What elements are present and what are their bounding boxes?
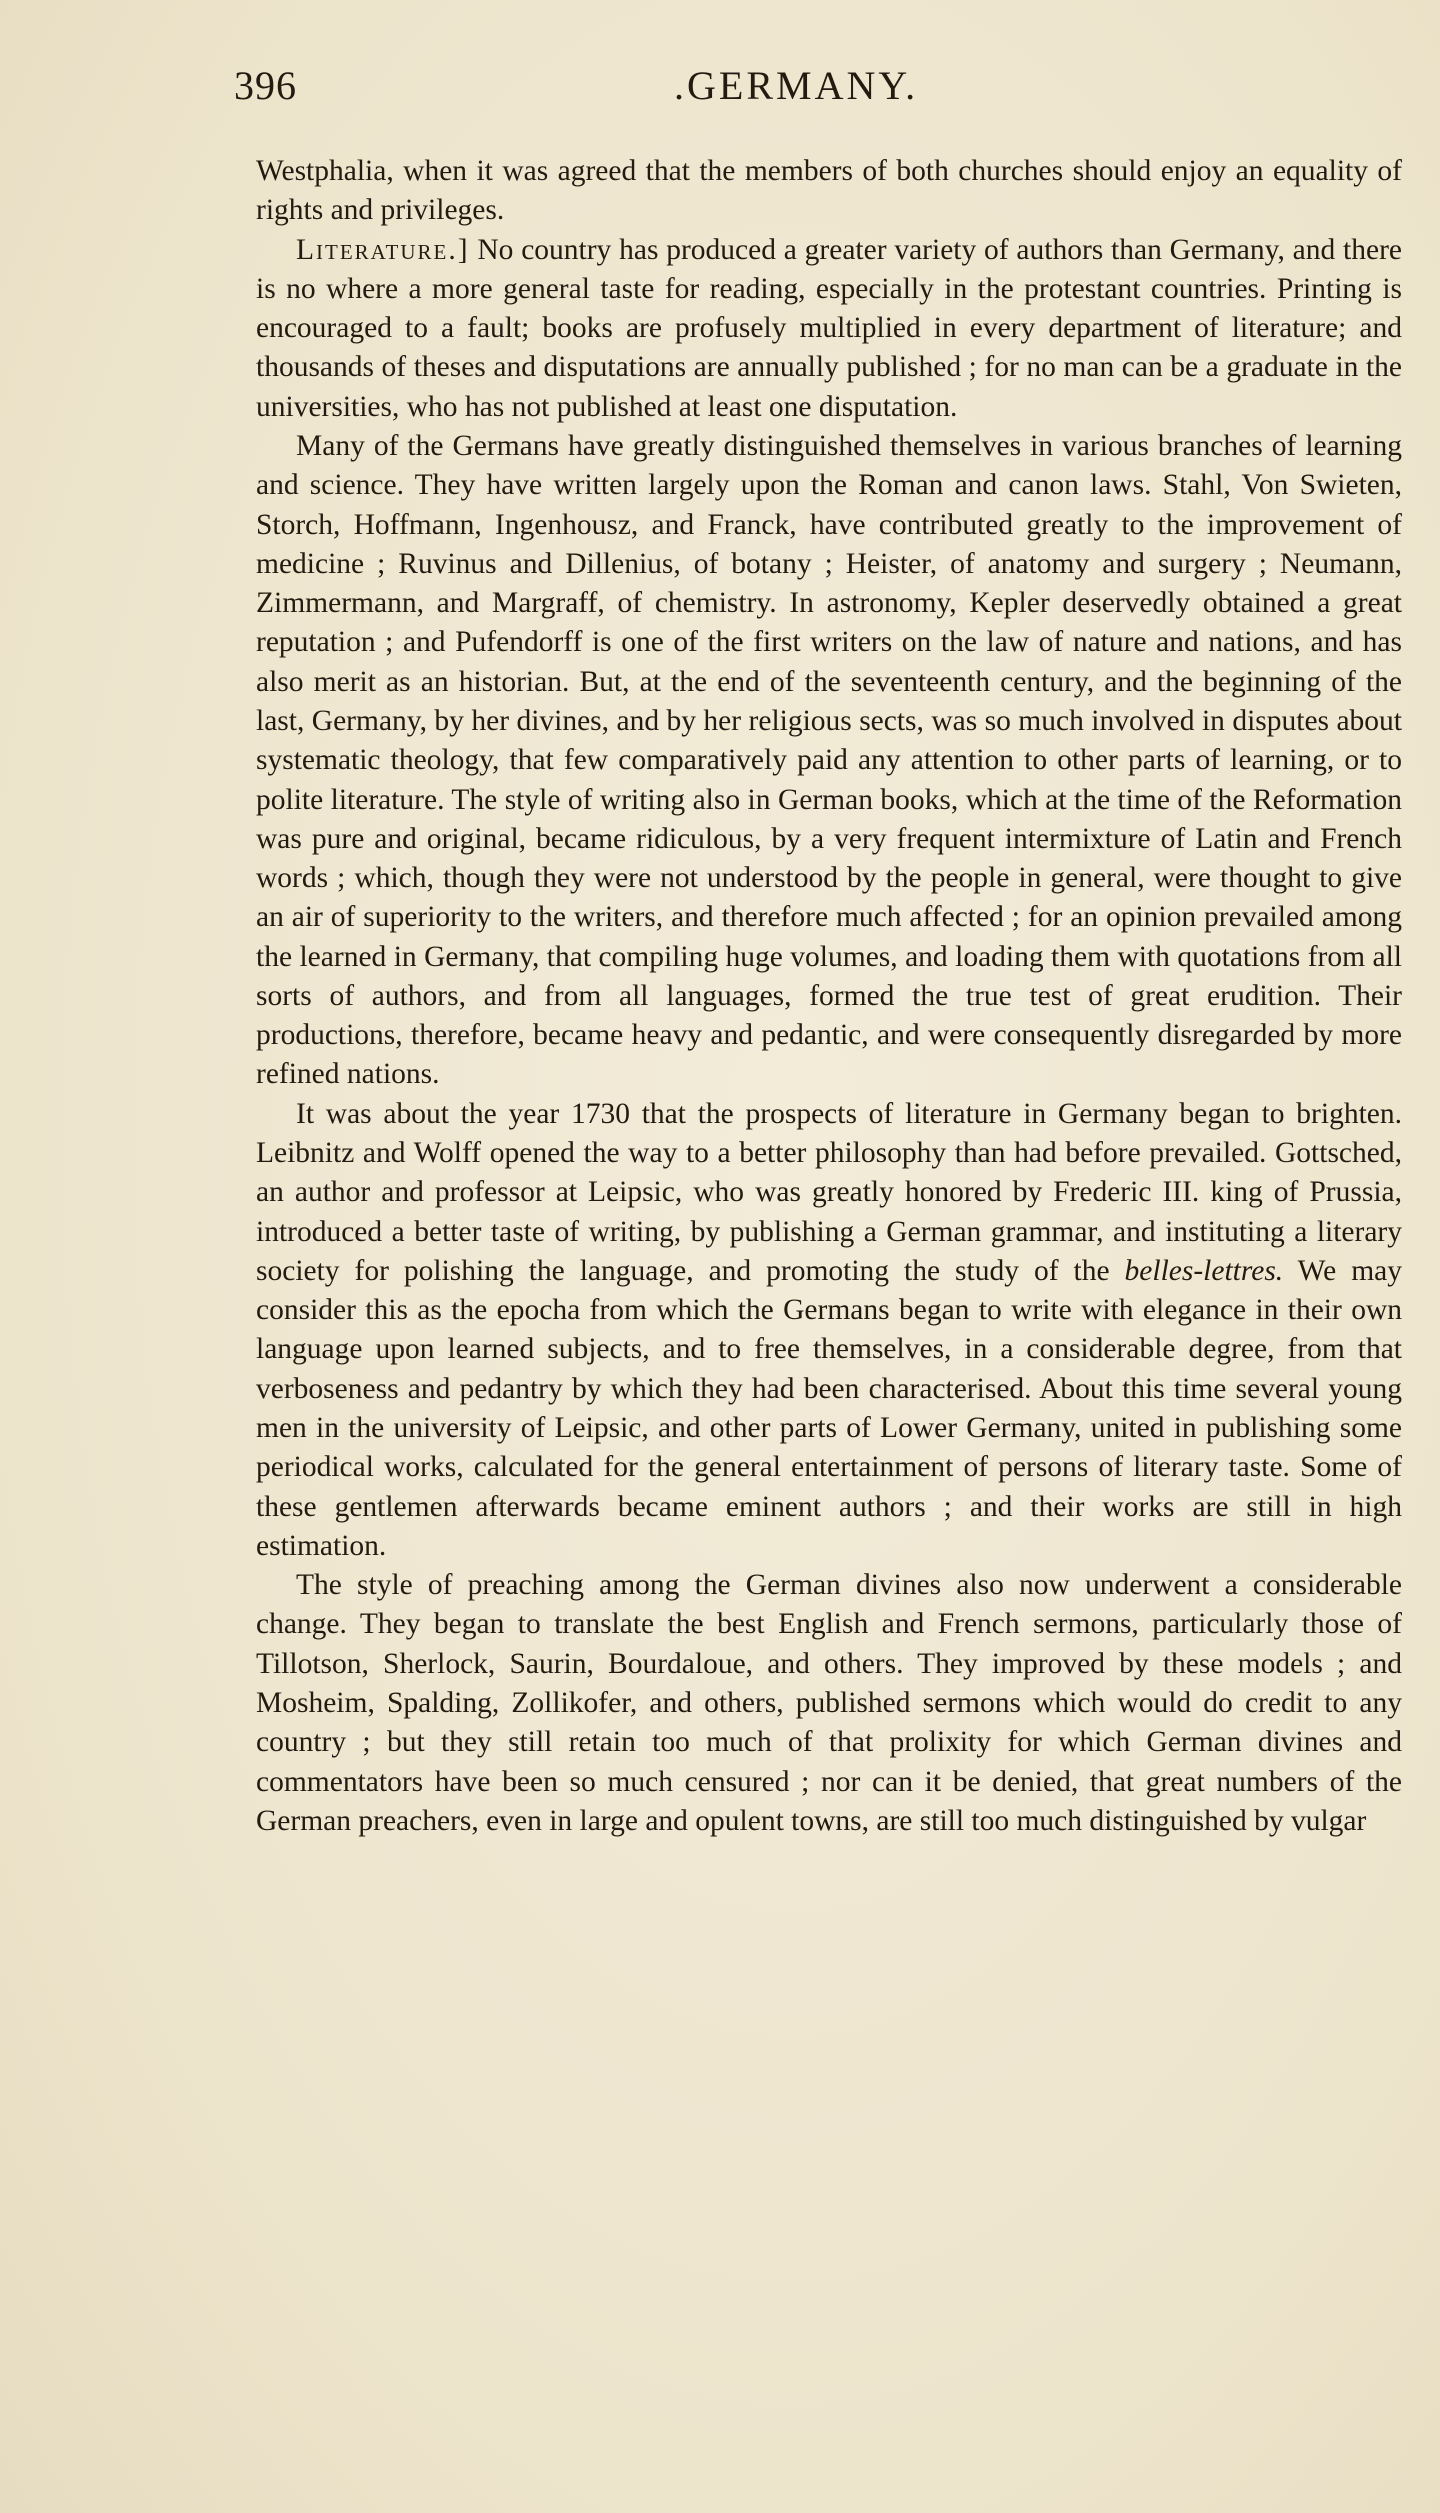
paragraph-2-text: No country has produced a greater variety of authors than Germany, and there is no where a more general taste for reading, especially in the protestant countries. Printing is encouraged to a fault; books are profusely multiplied in every department of literature; and thousands of theses and disputations are annually published ; for no man can be a graduate in the universities, who has not published at least one disputation. bbox=[256, 233, 1402, 423]
paragraph-4-text-after: We may consider this as the epocha from which the Germans began to write with elegance in their own language upon learned subjects, and to free themselves, in a considerable degree, from that verboseness and pedantry by which they had been characterised. About this time several young men in the university of Leipsic, and other parts of Lower Germany, united in publishing some periodical works, calculated for the general entertainment of persons of literary taste. Some of these gentlemen afterwards became eminent authors ; and their works are still in high estimation. bbox=[256, 1254, 1402, 1562]
paragraph-4 bbox=[256, 1095, 1402, 1566]
paragraph-1-text: Westphalia, when it was agreed that the members of both churches should enjoy an equality of rights and privileges. bbox=[256, 155, 1402, 227]
section-heading-literature: Literature.] bbox=[296, 233, 470, 266]
paragraph-5 bbox=[256, 1566, 1402, 1841]
paragraph-4-text-before: It was about the year 1730 that the prospects of literature in Germany began to brighten. Leibnitz and Wolff opened the way to a better philosophy than had before prevailed. Gottsched, an author and professor at Leipsic, who was greatly honored by Frederic III. king of Prussia, introduced a better taste of writing, by publishing a German grammar, and instituting a literary society for polishing the language, and promoting the study of the bbox=[256, 1097, 1402, 1287]
body-text bbox=[256, 152, 1402, 1841]
paragraph-3-text: Many of the Germans have greatly distinguished themselves in various branches of learning and science. They have written largely upon the Roman and canon laws. Stahl, Von Swieten, Storch, Hoffmann, Ingenhousz, and Franck, have contributed greatly to the improvement of medicine ; Ruvinus and Dillenius, of botany ; Heister, of anatomy and surgery ; Neumann, Zimmermann, and Margraff, of chemistry. In astronomy, Kepler deservedly obtained a great reputation ; and Pufendorff is one of the first writers on the law of nature and nations, and has also merit as an historian. But, at the end of the seventeenth century, and the beginning of the last, Germany, by her divines, and by her religious sects, was so much involved in disputes about systematic theology, that few comparatively paid any attention to other parts of learning, or to polite literature. The style of writing also in German books, which at the time of the Reformation was pure and original, became ridiculous, by a very frequent intermixture of Latin and French words ; which, though they were not understood by the people in general, were thought to give an air of superiority to the writers, and therefore much affected ; for an opinion prevailed among the learned in Germany, that compiling huge volumes, and loading them with quotations from all sorts of authors, and from all languages, formed the true test of great erudition. Their productions, therefore, became heavy and pedantic, and were consequently disregarded by more refined nations. bbox=[256, 429, 1402, 1091]
page-header bbox=[234, 62, 1404, 112]
paragraph-5-text: The style of preaching among the German divines also now underwent a considerable change. They began to translate the best English and French sermons, particularly those of Tillotson, Sherlock, Saurin, Bourdaloue, and others. They improved by these models ; and Mosheim, Spalding, Zollikofer, and others, published sermons which would do credit to any country ; but they still retain too much of that prolixity for which German divines and commentators have been so much censured ; nor can it be denied, that great numbers of the German preachers, even in large and opulent towns, are still too much distinguished by vulgar bbox=[256, 1569, 1402, 1837]
running-head: .GERMANY. bbox=[674, 63, 919, 108]
paragraph-1 bbox=[256, 152, 1402, 231]
paragraph-3 bbox=[256, 427, 1402, 1095]
page-number: 396 bbox=[234, 63, 297, 108]
paragraph-2 bbox=[256, 231, 1402, 427]
paragraph-4-italic: belles-lettres. bbox=[1124, 1254, 1284, 1287]
